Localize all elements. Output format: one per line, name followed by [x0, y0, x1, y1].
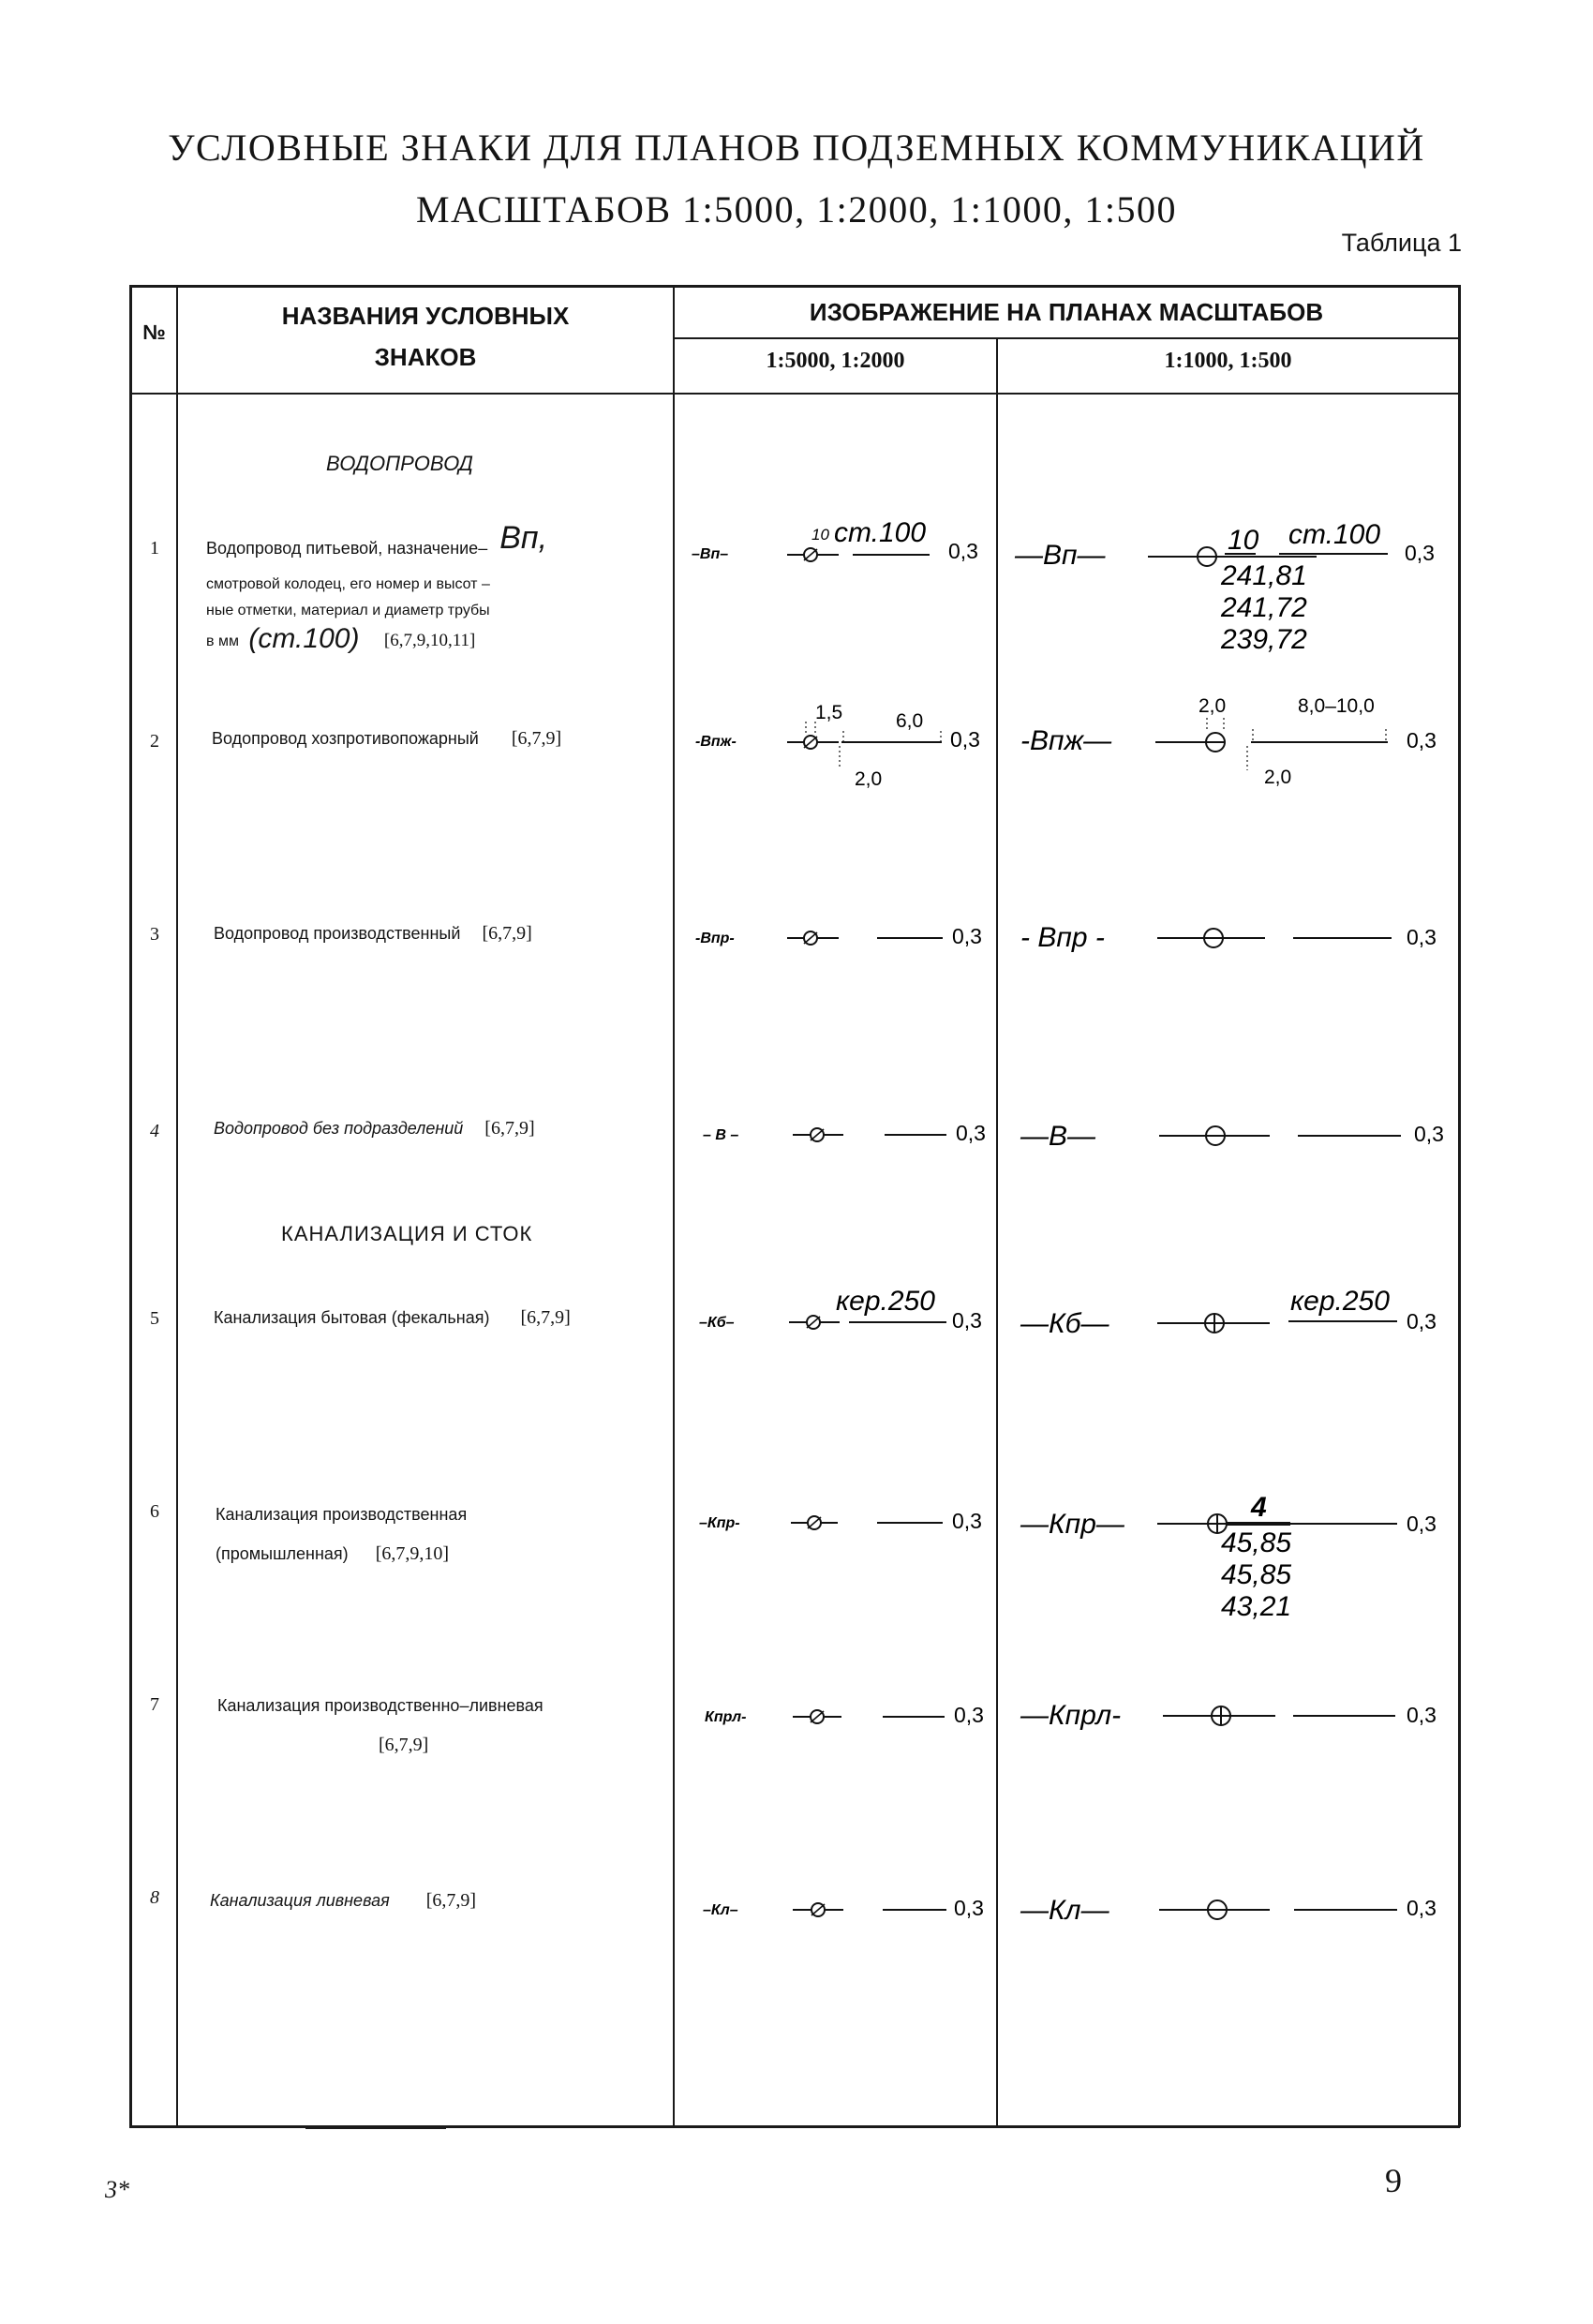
row-2-refs: [6,7,9]	[511, 728, 562, 749]
row-4-name: Водопровод без подразделений [6,7,9]	[214, 1118, 535, 1139]
line-width-label: 0,3	[952, 924, 982, 948]
row-3-name: Водопровод производственный [6,7,9]	[214, 923, 532, 944]
signature-mark: 3*	[105, 2176, 129, 2203]
line-code-label: —Кл—	[1020, 1895, 1109, 1926]
line-width-label: 0,3	[1407, 925, 1437, 949]
row-6-symbol-small	[675, 1499, 996, 1546]
images-subheader-divider	[673, 337, 1460, 339]
row-number: 5	[150, 1308, 159, 1329]
line-width-label: 0,3	[1407, 1309, 1437, 1333]
table-top-border	[129, 285, 1460, 288]
row-3-symbol-small	[675, 913, 996, 960]
row-1-name-code: Вп,	[499, 520, 548, 556]
row-1-refs: [6,7,9,10,11]	[383, 631, 476, 650]
row-7-refs: [6,7,9]	[379, 1735, 429, 1755]
row-2-symbol-small	[675, 693, 996, 797]
row-7-symbol-large	[998, 1687, 1458, 1739]
header-scale-large: 1:1000, 1:500	[1164, 349, 1292, 373]
row-2-symbol-large	[998, 688, 1458, 800]
footer-rule	[305, 2127, 446, 2129]
line-width-label: 0,3	[1407, 1512, 1437, 1536]
page-title-line1: УСЛОВНЫЕ ЗНАКИ ДЛЯ ПЛАНОВ ПОДЗЕМНЫХ КОММУНИКАЦИЙ	[168, 127, 1425, 169]
dimension-label: 8,0–10,0	[1298, 695, 1375, 717]
line-code-label: —В—	[1020, 1121, 1096, 1152]
page-title-line2: МАСШТАБОВ 1:5000, 1:2000, 1:1000, 1:500	[415, 188, 1178, 231]
line-code-label: —Кпрл-	[1020, 1700, 1122, 1731]
line-width-label: 0,3	[956, 1121, 986, 1145]
dimension-label: 6,0	[896, 710, 924, 732]
row-6-refs: [6,7,9,10]	[375, 1543, 450, 1564]
page-number: 9	[1385, 2162, 1402, 2199]
row-5-symbol-small	[675, 1278, 996, 1353]
row-1-name: Водопровод питьевой, назначение– Вп,	[206, 520, 548, 558]
line-code-label: —Кб—	[1020, 1308, 1109, 1339]
dimension-label: 1,5	[815, 702, 843, 723]
line-code-label: —Вп—	[1015, 540, 1106, 571]
line-width-label: 0,3	[954, 1703, 984, 1727]
pipe-material-label: кер.250	[836, 1286, 935, 1317]
row-6-name-line2: (промышленная) [6,7,9,10]	[216, 1543, 450, 1564]
row-number: 6	[150, 1501, 159, 1522]
header-bottom-divider	[129, 393, 1460, 395]
header-names-line1: НАЗВАНИЯ УСЛОВНЫХ	[281, 302, 570, 330]
well-number-label: 4	[1251, 1492, 1267, 1523]
line-width-label: 0,3	[1414, 1122, 1444, 1146]
row-5-refs: [6,7,9]	[520, 1307, 571, 1328]
line-code-label: - Впр -	[1020, 922, 1105, 953]
section-water-heading: ВОДОПРОВОД	[326, 452, 473, 475]
row-1-symbol-large	[998, 514, 1458, 663]
dimension-label: 2,0	[855, 768, 883, 790]
line-code-label: –Кл–	[703, 1902, 738, 1918]
elevation-label: 239,72	[1221, 624, 1307, 655]
line-code-label: -Впж-	[695, 734, 737, 750]
line-width-label: 0,3	[952, 1509, 982, 1533]
row-7-name: Канализация производственно–ливневая	[217, 1696, 543, 1715]
elevation-label: 45,85	[1221, 1527, 1292, 1558]
row-7-symbol-small	[675, 1692, 996, 1739]
elevation-label: 241,72	[1221, 592, 1307, 623]
row-4-refs: [6,7,9]	[484, 1118, 535, 1139]
line-width-label: 0,3	[948, 539, 978, 563]
well-number-label: 10	[1228, 525, 1259, 556]
header-names-line2: ЗНАКОВ	[374, 343, 477, 371]
row-number: 1	[150, 538, 159, 559]
pipe-material-label: ст.100	[834, 517, 927, 548]
line-code-label: -Впр-	[695, 931, 735, 946]
row-8-refs: [6,7,9]	[425, 1890, 477, 1911]
line-code-label: -Впж—	[1020, 725, 1112, 756]
row-8-symbol-small	[675, 1885, 996, 1932]
num-column-divider	[176, 285, 178, 2127]
row-1-symbol-small	[675, 515, 996, 590]
dimension-label: 2,0	[1264, 767, 1292, 788]
row-5-name: Канализация бытовая (фекальная) [6,7,9]	[214, 1307, 571, 1328]
row-1-name-material: (ст.100)	[248, 623, 360, 654]
header-scale-small: 1:5000, 1:2000	[766, 349, 905, 373]
dimension-label: 2,0	[1198, 695, 1227, 717]
line-width-label: 0,3	[950, 727, 980, 752]
table-left-border	[129, 285, 132, 2127]
line-code-label: – В –	[703, 1127, 739, 1143]
row-8-symbol-large	[998, 1880, 1458, 1932]
row-6-symbol-large	[998, 1484, 1458, 1625]
line-code-label: —Кпр—	[1020, 1509, 1124, 1540]
well-number-label: 10	[811, 526, 829, 544]
row-1-name-line3: ные отметки, материал и диаметр трубы	[206, 603, 490, 618]
elevation-label: 43,21	[1221, 1591, 1292, 1622]
row-number: 8	[150, 1887, 159, 1908]
header-images: ИЗОБРАЖЕНИЕ НА ПЛАНАХ МАСШТАБОВ	[809, 298, 1324, 326]
line-code-label: –Кб–	[699, 1315, 735, 1331]
row-number: 3	[150, 924, 159, 945]
table-label: Таблица 1	[1341, 229, 1462, 257]
pipe-material-label: кер.250	[1290, 1286, 1390, 1317]
row-1-name-line4: в мм (ст.100) [6,7,9,10,11]	[206, 623, 476, 654]
line-code-label: –Кпр-	[699, 1515, 740, 1531]
row-2-name: Водопровод хозпротивопожарный [6,7,9]	[212, 728, 562, 749]
line-width-label: 0,3	[1407, 728, 1437, 752]
row-number: 4	[150, 1121, 159, 1141]
row-number: 7	[150, 1694, 159, 1715]
row-8-name: Канализация ливневая [6,7,9]	[210, 1890, 477, 1911]
elevation-label: 241,81	[1221, 560, 1307, 591]
line-width-label: 0,3	[1407, 1896, 1437, 1920]
table-right-border	[1458, 285, 1461, 2127]
line-width-label: 0,3	[1405, 541, 1435, 565]
row-3-refs: [6,7,9]	[482, 923, 532, 944]
row-1-name-line2: смотровой колодец, его номер и высот –	[206, 576, 490, 592]
row-4-symbol-small	[675, 1110, 996, 1156]
section-sewer-heading: КАНАЛИЗАЦИЯ И СТОК	[281, 1222, 533, 1245]
row-6-name-line1: Канализация производственная	[216, 1505, 468, 1524]
line-width-label: 0,3	[1407, 1703, 1437, 1727]
row-4-symbol-large	[998, 1106, 1458, 1158]
elevation-label: 45,85	[1221, 1559, 1292, 1590]
line-code-label: Кпрл-	[705, 1709, 747, 1725]
line-width-label: 0,3	[954, 1896, 984, 1920]
row-5-symbol-large	[998, 1276, 1458, 1351]
header-num: №	[142, 320, 166, 344]
row-3-symbol-large	[998, 909, 1458, 961]
line-code-label: –Вп–	[692, 546, 729, 562]
line-width-label: 0,3	[952, 1308, 982, 1333]
row-number: 2	[150, 731, 159, 752]
pipe-material-label: ст.100	[1288, 519, 1381, 550]
